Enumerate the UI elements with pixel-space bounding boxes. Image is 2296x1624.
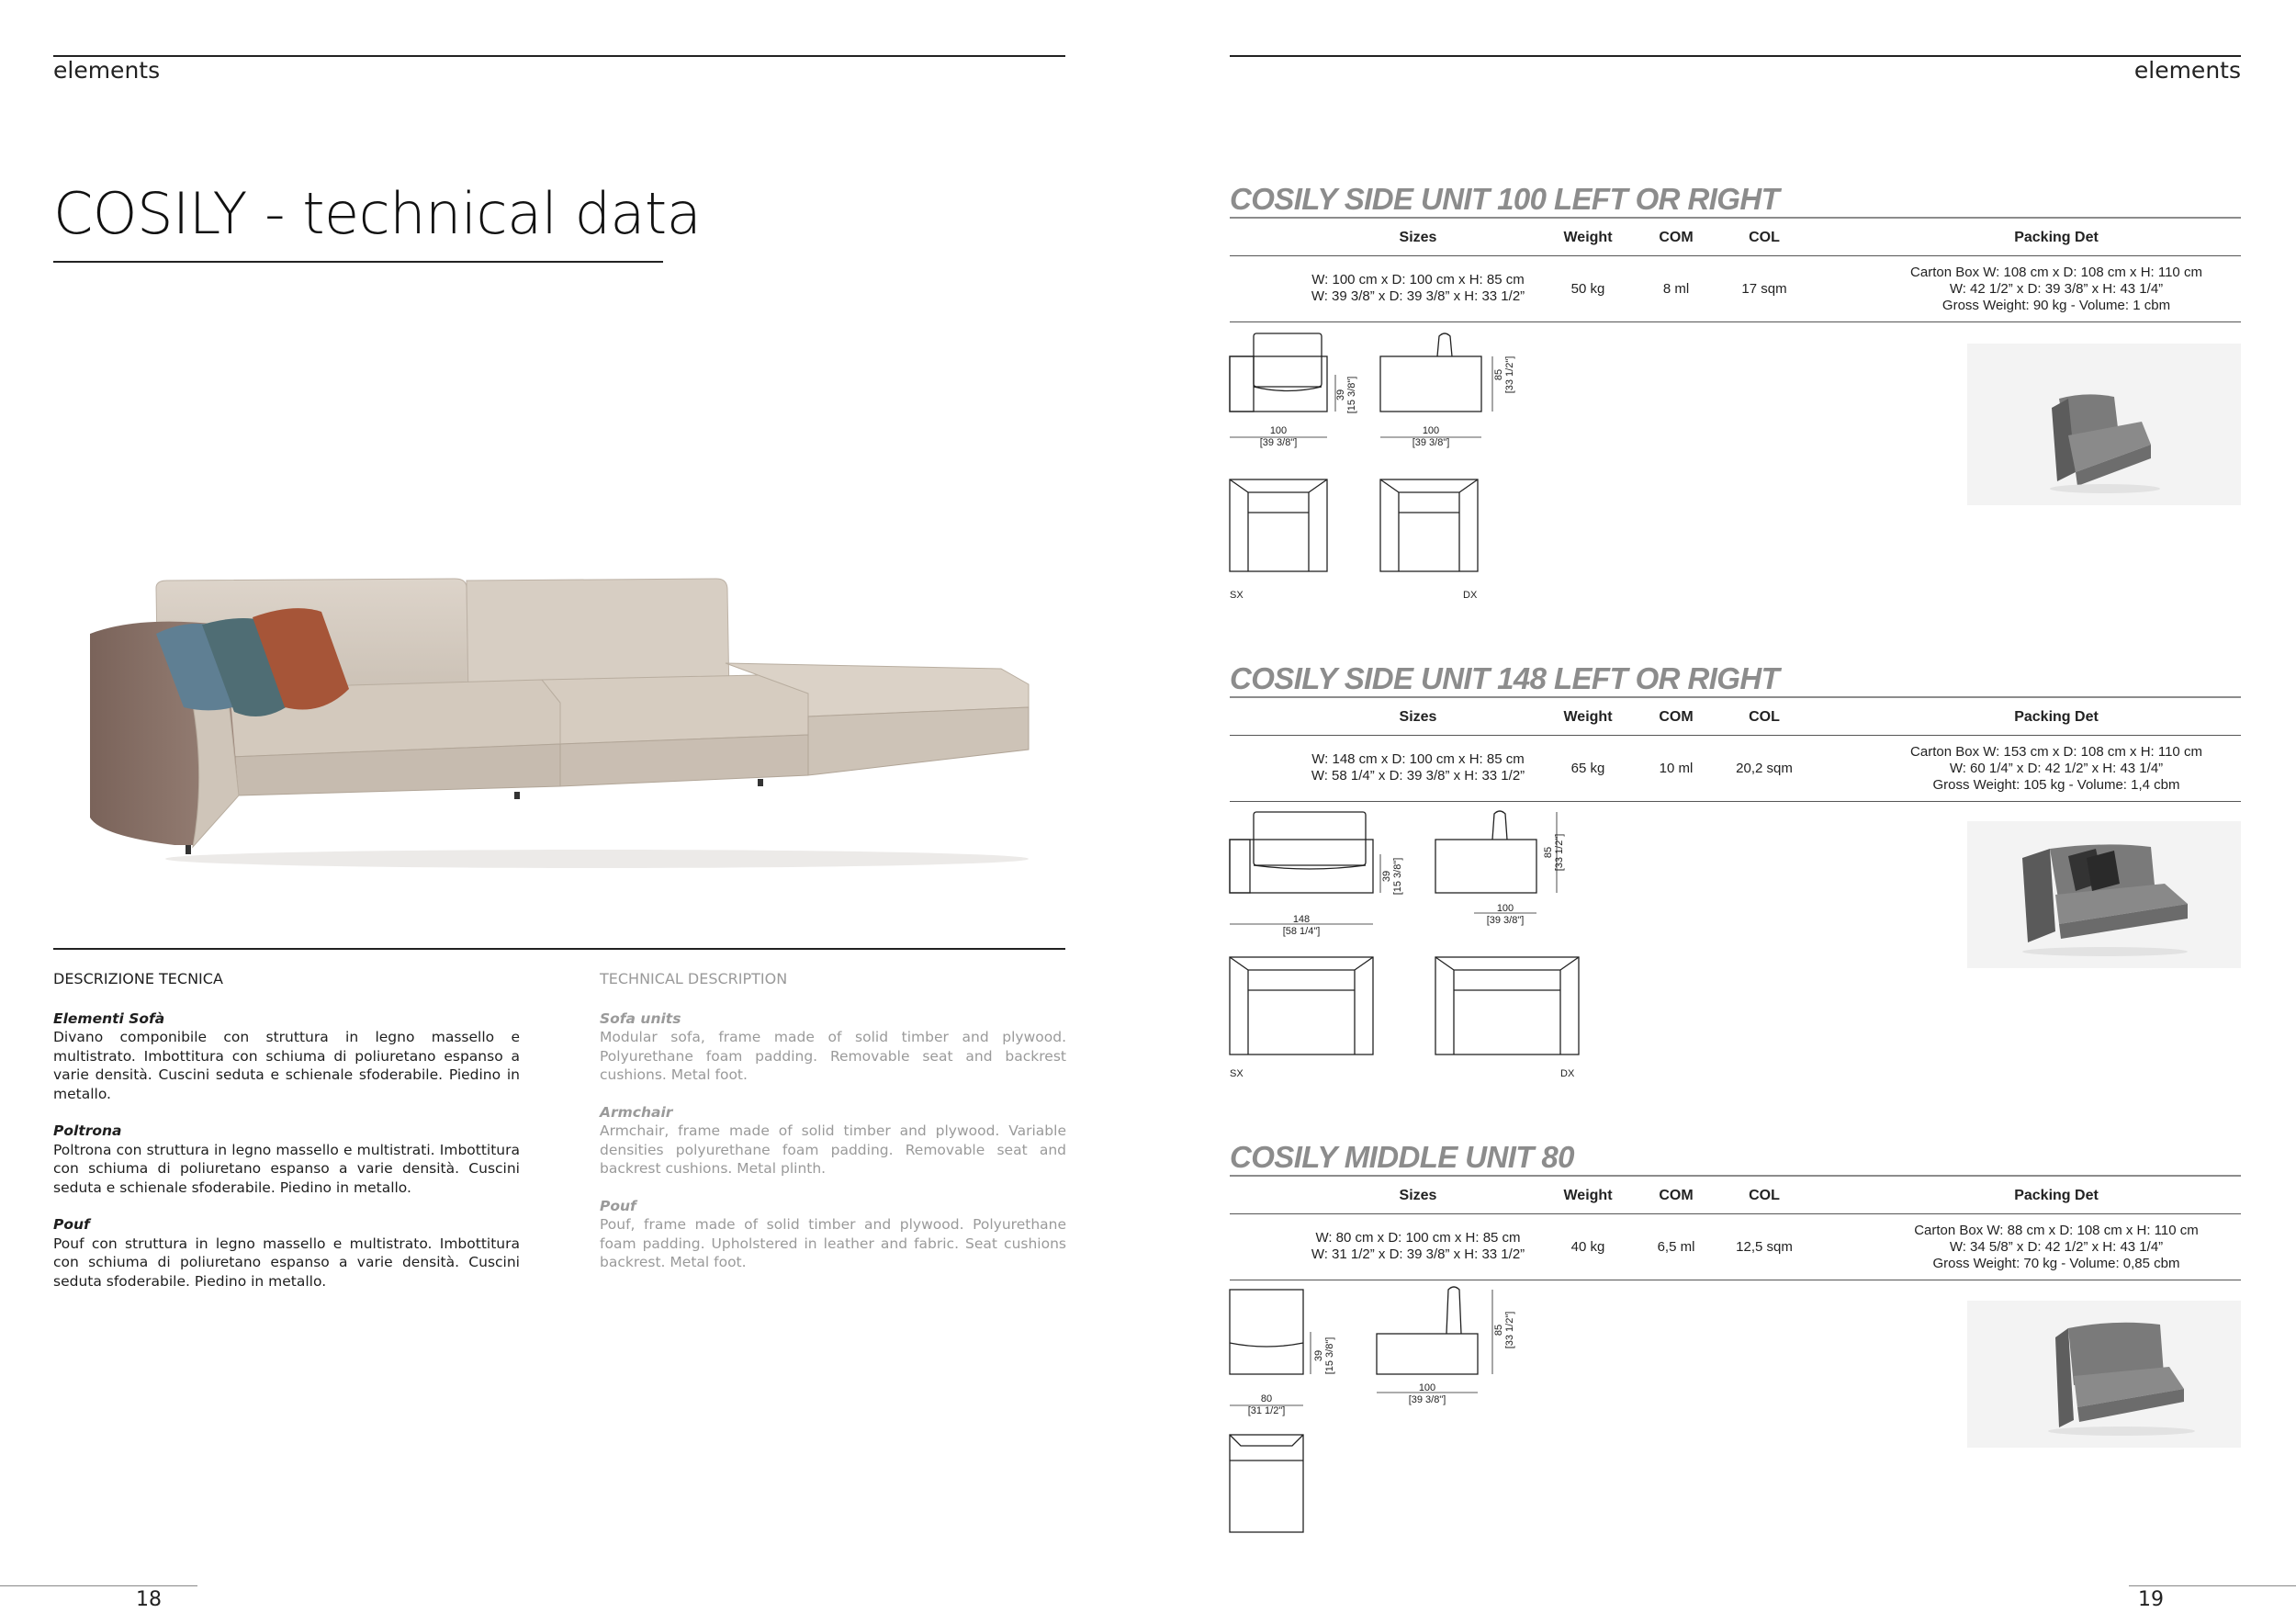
header-label-left: elements bbox=[53, 57, 161, 84]
unit-title: COSILY SIDE UNIT 100 LEFT OR RIGHT bbox=[1230, 182, 1780, 216]
it-item-text: Pouf con struttura in legno massello e multistrato. Imbottitura con schiuma di poliuretano espanso a varie densità. Cuscini seduta sfoderabile. Piedino in metallo. bbox=[53, 1235, 520, 1290]
size-in: W: 39 3/8” x D: 39 3/8” x H: 33 1/2” bbox=[1311, 288, 1525, 304]
col-header-weight: Weight bbox=[1563, 1188, 1613, 1203]
technical-drawing-unit-1 bbox=[1226, 329, 1538, 604]
dim-depth: 100 bbox=[1418, 1382, 1436, 1393]
dim-width-in: [58 1/4"] bbox=[1282, 926, 1321, 937]
it-item-title: Poltrona bbox=[53, 1122, 122, 1139]
size-cm: W: 80 cm x D: 100 cm x H: 85 cm bbox=[1315, 1230, 1521, 1246]
it-item-title: Pouf bbox=[53, 1216, 90, 1233]
table-top-rule bbox=[1230, 217, 2241, 219]
col-header-com: COM bbox=[1659, 709, 1694, 725]
unit-2-product-photo bbox=[1967, 821, 2241, 968]
en-item-title: Sofa units bbox=[600, 1009, 681, 1027]
col-header-weight: Weight bbox=[1563, 230, 1613, 245]
packing-line-3: Gross Weight: 90 kg - Volume: 1 cbm bbox=[1941, 298, 2171, 313]
header-rule-left bbox=[53, 55, 1065, 57]
en-item-text: Armchair, frame made of solid timber and plywood. Variable densities polyurethane foam padding. Removable seat and backrest cushions. Metal plinth. bbox=[600, 1122, 1066, 1177]
dim-height-in: [33 1/2"] bbox=[1554, 833, 1565, 872]
packing-line-2: W: 42 1/2” x D: 39 3/8” x H: 43 1/4” bbox=[1949, 281, 2164, 297]
dim-seat: 39 bbox=[1335, 389, 1346, 401]
col-header-col: COL bbox=[1749, 709, 1780, 725]
spec-table-unit-1 bbox=[1230, 217, 2241, 323]
weight-value: 50 kg bbox=[1570, 281, 1605, 297]
dim-depth: 100 bbox=[1496, 903, 1514, 914]
dim-width-in: [31 1/2"] bbox=[1247, 1405, 1286, 1416]
dim-height-in: [33 1/2"] bbox=[1504, 355, 1515, 394]
dim-height-in: [33 1/2"] bbox=[1504, 1311, 1515, 1349]
dim-depth-in: [39 3/8"] bbox=[1408, 1394, 1446, 1405]
weight-value: 40 kg bbox=[1570, 1239, 1605, 1255]
it-item-text: Poltrona con struttura in legno massello e multistrati. Imbottitura con schiuma di poliuretano espanso a varie densità. Cuscini seduta e schienale sfoderabile. Piedino in metallo. bbox=[53, 1141, 520, 1196]
table-header-rule bbox=[1230, 1213, 2241, 1214]
col-header-col: COL bbox=[1749, 230, 1780, 245]
col-header-packing: Packing Det bbox=[2014, 230, 2099, 245]
packing-line-1: Carton Box W: 108 cm x D: 108 cm x H: 110 cm bbox=[1910, 265, 2202, 280]
com-value: 6,5 ml bbox=[1657, 1239, 1695, 1255]
col-value: 20,2 sqm bbox=[1736, 761, 1793, 776]
sofa-hero-image bbox=[83, 560, 1056, 873]
en-item-text: Modular sofa, frame made of solid timber and plywood. Polyurethane foam padding. Removable seat and backrest cushions. Metal foot. bbox=[600, 1029, 1066, 1083]
technical-drawing-unit-2 bbox=[1226, 806, 1593, 1082]
com-value: 10 ml bbox=[1659, 761, 1694, 776]
table-bottom-rule bbox=[1230, 321, 2241, 322]
table-header-rule bbox=[1230, 735, 2241, 736]
table-top-rule bbox=[1230, 696, 2241, 698]
dim-width: 148 bbox=[1292, 914, 1311, 925]
col-value: 12,5 sqm bbox=[1736, 1239, 1793, 1255]
dim-seat-in: [15 3/8"] bbox=[1346, 376, 1357, 414]
table-top-rule bbox=[1230, 1175, 2241, 1177]
description-rule bbox=[53, 948, 1065, 950]
page-number-left: 18 bbox=[136, 1588, 162, 1611]
label-sx: SX bbox=[1230, 1068, 1244, 1079]
unit-title: COSILY MIDDLE UNIT 80 bbox=[1230, 1140, 1574, 1174]
dim-width: 80 bbox=[1260, 1393, 1273, 1404]
dim-seat: 39 bbox=[1381, 870, 1392, 883]
label-dx: DX bbox=[1560, 1068, 1575, 1079]
technical-drawing-unit-3 bbox=[1226, 1286, 1520, 1536]
dim-height: 85 bbox=[1493, 368, 1504, 381]
page-number-rule-right bbox=[2129, 1585, 2296, 1586]
size-cm: W: 100 cm x D: 100 cm x H: 85 cm bbox=[1311, 272, 1525, 288]
size-cm: W: 148 cm x D: 100 cm x H: 85 cm bbox=[1311, 751, 1525, 767]
col-header-com: COM bbox=[1659, 230, 1694, 245]
col-header-com: COM bbox=[1659, 1188, 1694, 1203]
it-heading: DESCRIZIONE TECNICA bbox=[53, 970, 223, 987]
table-bottom-rule bbox=[1230, 801, 2241, 802]
dim-seat-in: [15 3/8"] bbox=[1324, 1336, 1335, 1375]
col-header-packing: Packing Det bbox=[2014, 1188, 2099, 1203]
label-sx: SX bbox=[1230, 590, 1244, 601]
page-number-right: 19 bbox=[2138, 1588, 2164, 1611]
dim-depth: 100 bbox=[1422, 425, 1440, 436]
it-item-text: Divano componibile con struttura in legno massello e multistrato. Imbottitura con schiuma di poliuretano espanso a varie densità. Cuscini seduta e schienale sfoderabile. Piedino in metallo. bbox=[53, 1029, 520, 1102]
header-rule-right bbox=[1230, 55, 2241, 57]
en-item-title: Armchair bbox=[600, 1103, 673, 1121]
packing-line-2: W: 60 1/4” x D: 42 1/2” x H: 43 1/4” bbox=[1949, 761, 2164, 776]
en-item-title: Pouf bbox=[600, 1197, 636, 1214]
col-header-sizes: Sizes bbox=[1399, 709, 1437, 725]
spec-table-unit-2 bbox=[1230, 696, 2241, 803]
size-in: W: 31 1/2” x D: 39 3/8” x H: 33 1/2” bbox=[1311, 1246, 1525, 1262]
dim-width-in: [39 3/8"] bbox=[1259, 437, 1298, 448]
spec-table-unit-3 bbox=[1230, 1175, 2241, 1281]
packing-line-3: Gross Weight: 105 kg - Volume: 1,4 cbm bbox=[1932, 777, 2180, 793]
description-italian bbox=[53, 970, 520, 1309]
unit-3-product-photo bbox=[1967, 1301, 2241, 1448]
en-heading: TECHNICAL DESCRIPTION bbox=[600, 970, 788, 987]
col-header-weight: Weight bbox=[1563, 709, 1613, 725]
packing-line-1: Carton Box W: 153 cm x D: 108 cm x H: 110 cm bbox=[1910, 744, 2202, 760]
dim-depth-in: [39 3/8"] bbox=[1486, 915, 1525, 926]
dim-width: 100 bbox=[1269, 425, 1288, 436]
packing-line-2: W: 34 5/8” x D: 42 1/2” x H: 43 1/4” bbox=[1949, 1239, 2164, 1255]
dim-seat-in: [15 3/8"] bbox=[1392, 857, 1403, 896]
com-value: 8 ml bbox=[1662, 281, 1690, 297]
unit-1-product-photo bbox=[1967, 344, 2241, 505]
dim-seat: 39 bbox=[1313, 1349, 1324, 1362]
col-header-sizes: Sizes bbox=[1399, 230, 1437, 245]
dim-depth-in: [39 3/8"] bbox=[1412, 437, 1450, 448]
col-header-packing: Packing Det bbox=[2014, 709, 2099, 725]
weight-value: 65 kg bbox=[1570, 761, 1605, 776]
col-header-col: COL bbox=[1749, 1188, 1780, 1203]
col-value: 17 sqm bbox=[1741, 281, 1787, 297]
dim-height: 85 bbox=[1543, 846, 1554, 859]
dim-height: 85 bbox=[1493, 1324, 1504, 1336]
en-item-text: Pouf, frame made of solid timber and plywood. Polyurethane foam padding. Upholstered in leather and fabric. Seat cushions backrest. Metal foot. bbox=[600, 1216, 1066, 1270]
unit-title: COSILY SIDE UNIT 148 LEFT OR RIGHT bbox=[1230, 661, 1780, 695]
packing-line-1: Carton Box W: 88 cm x D: 108 cm x H: 110 cm bbox=[1914, 1223, 2199, 1238]
table-header-rule bbox=[1230, 255, 2241, 256]
page-number-rule-left bbox=[0, 1585, 197, 1586]
it-item-title: Elementi Sofà bbox=[53, 1009, 165, 1027]
header-label-right: elements bbox=[2133, 57, 2241, 84]
label-dx: DX bbox=[1463, 590, 1478, 601]
title-rule bbox=[53, 261, 663, 263]
col-header-sizes: Sizes bbox=[1399, 1188, 1437, 1203]
page-title: COSILY - technical data bbox=[53, 180, 702, 247]
description-english bbox=[600, 970, 1066, 1291]
size-in: W: 58 1/4” x D: 39 3/8” x H: 33 1/2” bbox=[1311, 768, 1525, 784]
packing-line-3: Gross Weight: 70 kg - Volume: 0,85 cbm bbox=[1932, 1256, 2180, 1271]
